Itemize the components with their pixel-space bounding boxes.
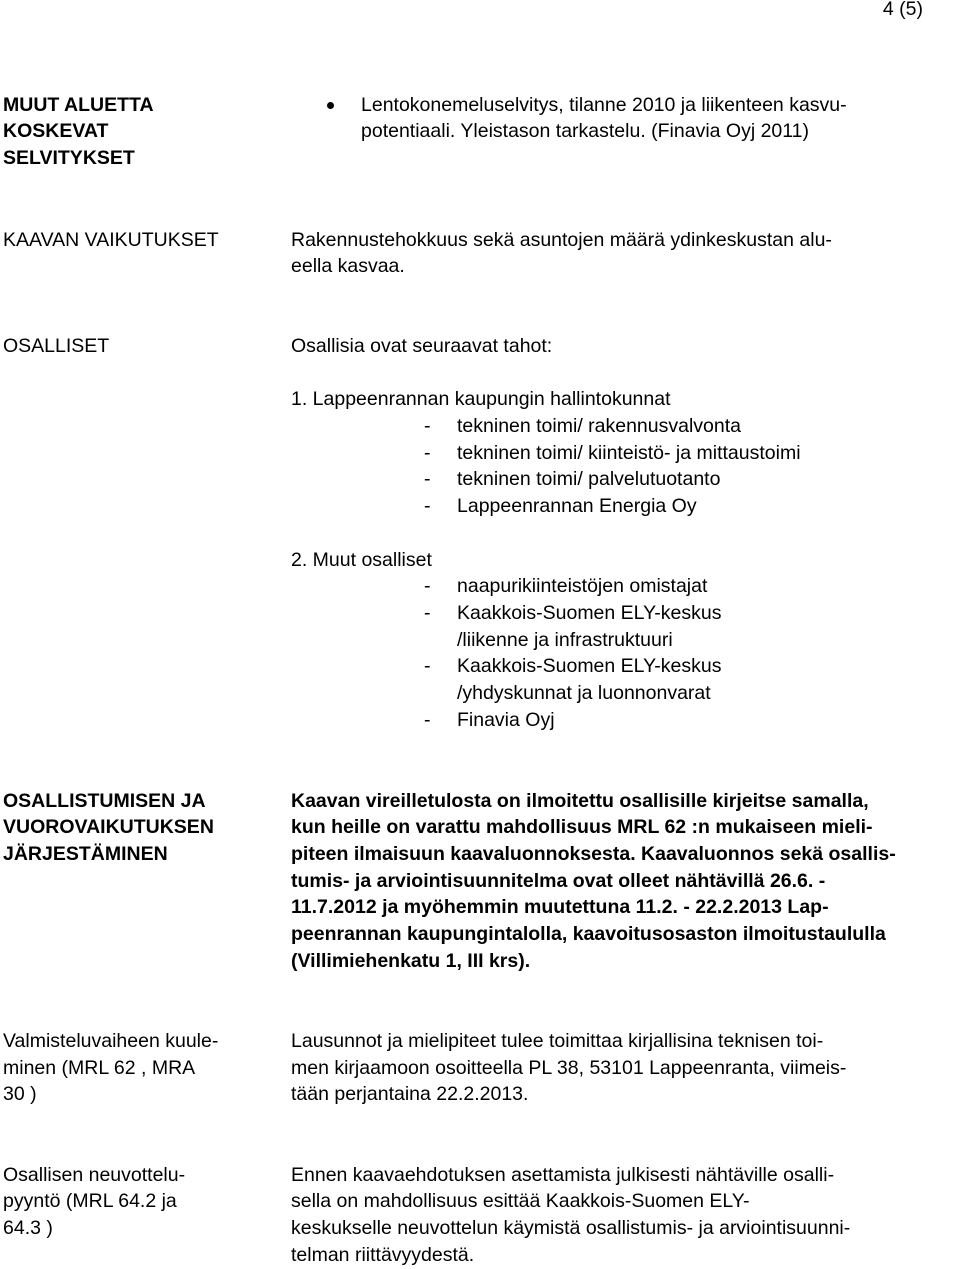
dash: - [424,468,431,490]
section-heading-osalliset: OSALLISET [3,335,110,357]
section-heading-vaikutukset: KAAVAN VAIKUTUKSET [3,229,219,251]
section-heading-valmistelu-line1: Valmisteluvaiheen kuule- [3,1030,219,1052]
section-heading-neuvottelu-line1: Osallisen neuvottelu- [3,1164,186,1186]
osalliset-group1-item: Lappeenrannan Energia Oy [457,495,697,517]
osalliset-intro: Osallisia ovat seuraavat tahot: [291,335,553,357]
bullet-text-line2: potentiaali. Yleistason tarkastelu. (Finavia Oyj 2011) [361,120,810,142]
osallistuminen-text-line6: peenrannan kaupungintalolla, kaavoitusosaston ilmoitustaululla [291,923,886,945]
osalliset-group2-item: Kaakkois-Suomen ELY-keskus [457,655,722,677]
osallistuminen-text-line4: tumis- ja arviointisuunnitelma ovat olleet nähtävillä 26.6. - [291,870,826,892]
dash: - [424,602,431,624]
osalliset-group1-title: 1. Lappeenrannan kaupungin hallintokunnat [291,388,671,410]
neuvottelu-text-line1: Ennen kaavaehdotuksen asettamista julkisesti nähtäville osalli- [291,1164,835,1186]
bullet-icon [327,102,334,109]
dash: - [424,415,431,437]
osallistuminen-text-line1: Kaavan vireilletulosta on ilmoitettu osallisille kirjeitse samalla, [291,790,869,812]
section-heading-osallistuminen-line1: OSALLISTUMISEN JA [3,790,206,812]
osallistuminen-text-line7: (Villimiehenkatu 1, III krs). [291,950,531,972]
section-heading-neuvottelu-line3: 64.3 ) [3,1217,53,1239]
section-heading-neuvottelu-line2: pyyntö (MRL 64.2 ja [3,1190,177,1212]
section-heading-osallistuminen-line2: VUOROVAIKUTUKSEN [3,816,214,838]
page-number: 4 (5) [882,0,923,20]
neuvottelu-text-line4: telman riittävyydestä. [291,1244,475,1266]
vaikutukset-text-line1: Rakennustehokkuus sekä asuntojen määrä ydinkeskustan alu- [291,229,832,251]
neuvottelu-text-line3: keskukselle neuvottelun käymistä osallistumis- ja arviointisuunni- [291,1217,851,1239]
osalliset-group2-item: Kaakkois-Suomen ELY-keskus [457,602,722,624]
section-heading-valmistelu-line3: 30 ) [3,1083,37,1105]
osalliset-group2-title: 2. Muut osalliset [291,549,432,571]
osalliset-group1-item: tekninen toimi/ rakennusvalvonta [457,415,741,437]
osalliset-group2-item-cont: /yhdyskunnat ja luonnonvarat [457,682,711,704]
osalliset-group1-item: tekninen toimi/ palvelutuotanto [457,468,721,490]
valmistelu-text-line2: men kirjaamoon osoitteella PL 38, 53101 Lappeenranta, viimeis- [291,1057,847,1079]
valmistelu-text-line3: tään perjantaina 22.2.2013. [291,1083,529,1105]
osallistuminen-text-line3: piteen ilmaisuun kaavaluonnoksesta. Kaavaluonnos sekä osallis- [291,843,896,865]
osalliset-group1-item: tekninen toimi/ kiinteistö- ja mittaustoimi [457,442,801,464]
osalliset-group2-item: naapurikiinteistöjen omistajat [457,575,708,597]
dash: - [424,495,431,517]
vaikutukset-text-line2: eella kasvaa. [291,255,405,277]
osalliset-group2-item-cont: /liikenne ja infrastruktuuri [457,629,673,651]
section-heading-osallistuminen-line3: JÄRJESTÄMINEN [3,843,168,865]
section-heading-muut-line1: MUUT ALUETTA [3,94,154,116]
dash: - [424,442,431,464]
dash: - [424,575,431,597]
section-heading-muut-line2: KOSKEVAT [3,120,109,142]
osalliset-group2-item: Finavia Oyj [457,709,555,731]
osallistuminen-text-line2: kun heille on varattu mahdollisuus MRL 62 :n mukaiseen mieli- [291,816,873,838]
valmistelu-text-line1: Lausunnot ja mielipiteet tulee toimittaa kirjallisina teknisen toi- [291,1030,824,1052]
section-heading-valmistelu-line2: minen (MRL 62 , MRA [3,1057,196,1079]
dash: - [424,709,431,731]
section-heading-muut-line3: SELVITYKSET [3,147,135,169]
osallistuminen-text-line5: 11.7.2012 ja myöhemmin muutettuna 11.2. - 22.2.2013 Lap- [291,896,829,918]
neuvottelu-text-line2: sella on mahdollisuus esittää Kaakkois-Suomen ELY- [291,1190,750,1212]
dash: - [424,655,431,677]
bullet-text-line1: Lentokonemeluselvitys, tilanne 2010 ja liikenteen kasvu- [361,94,847,116]
